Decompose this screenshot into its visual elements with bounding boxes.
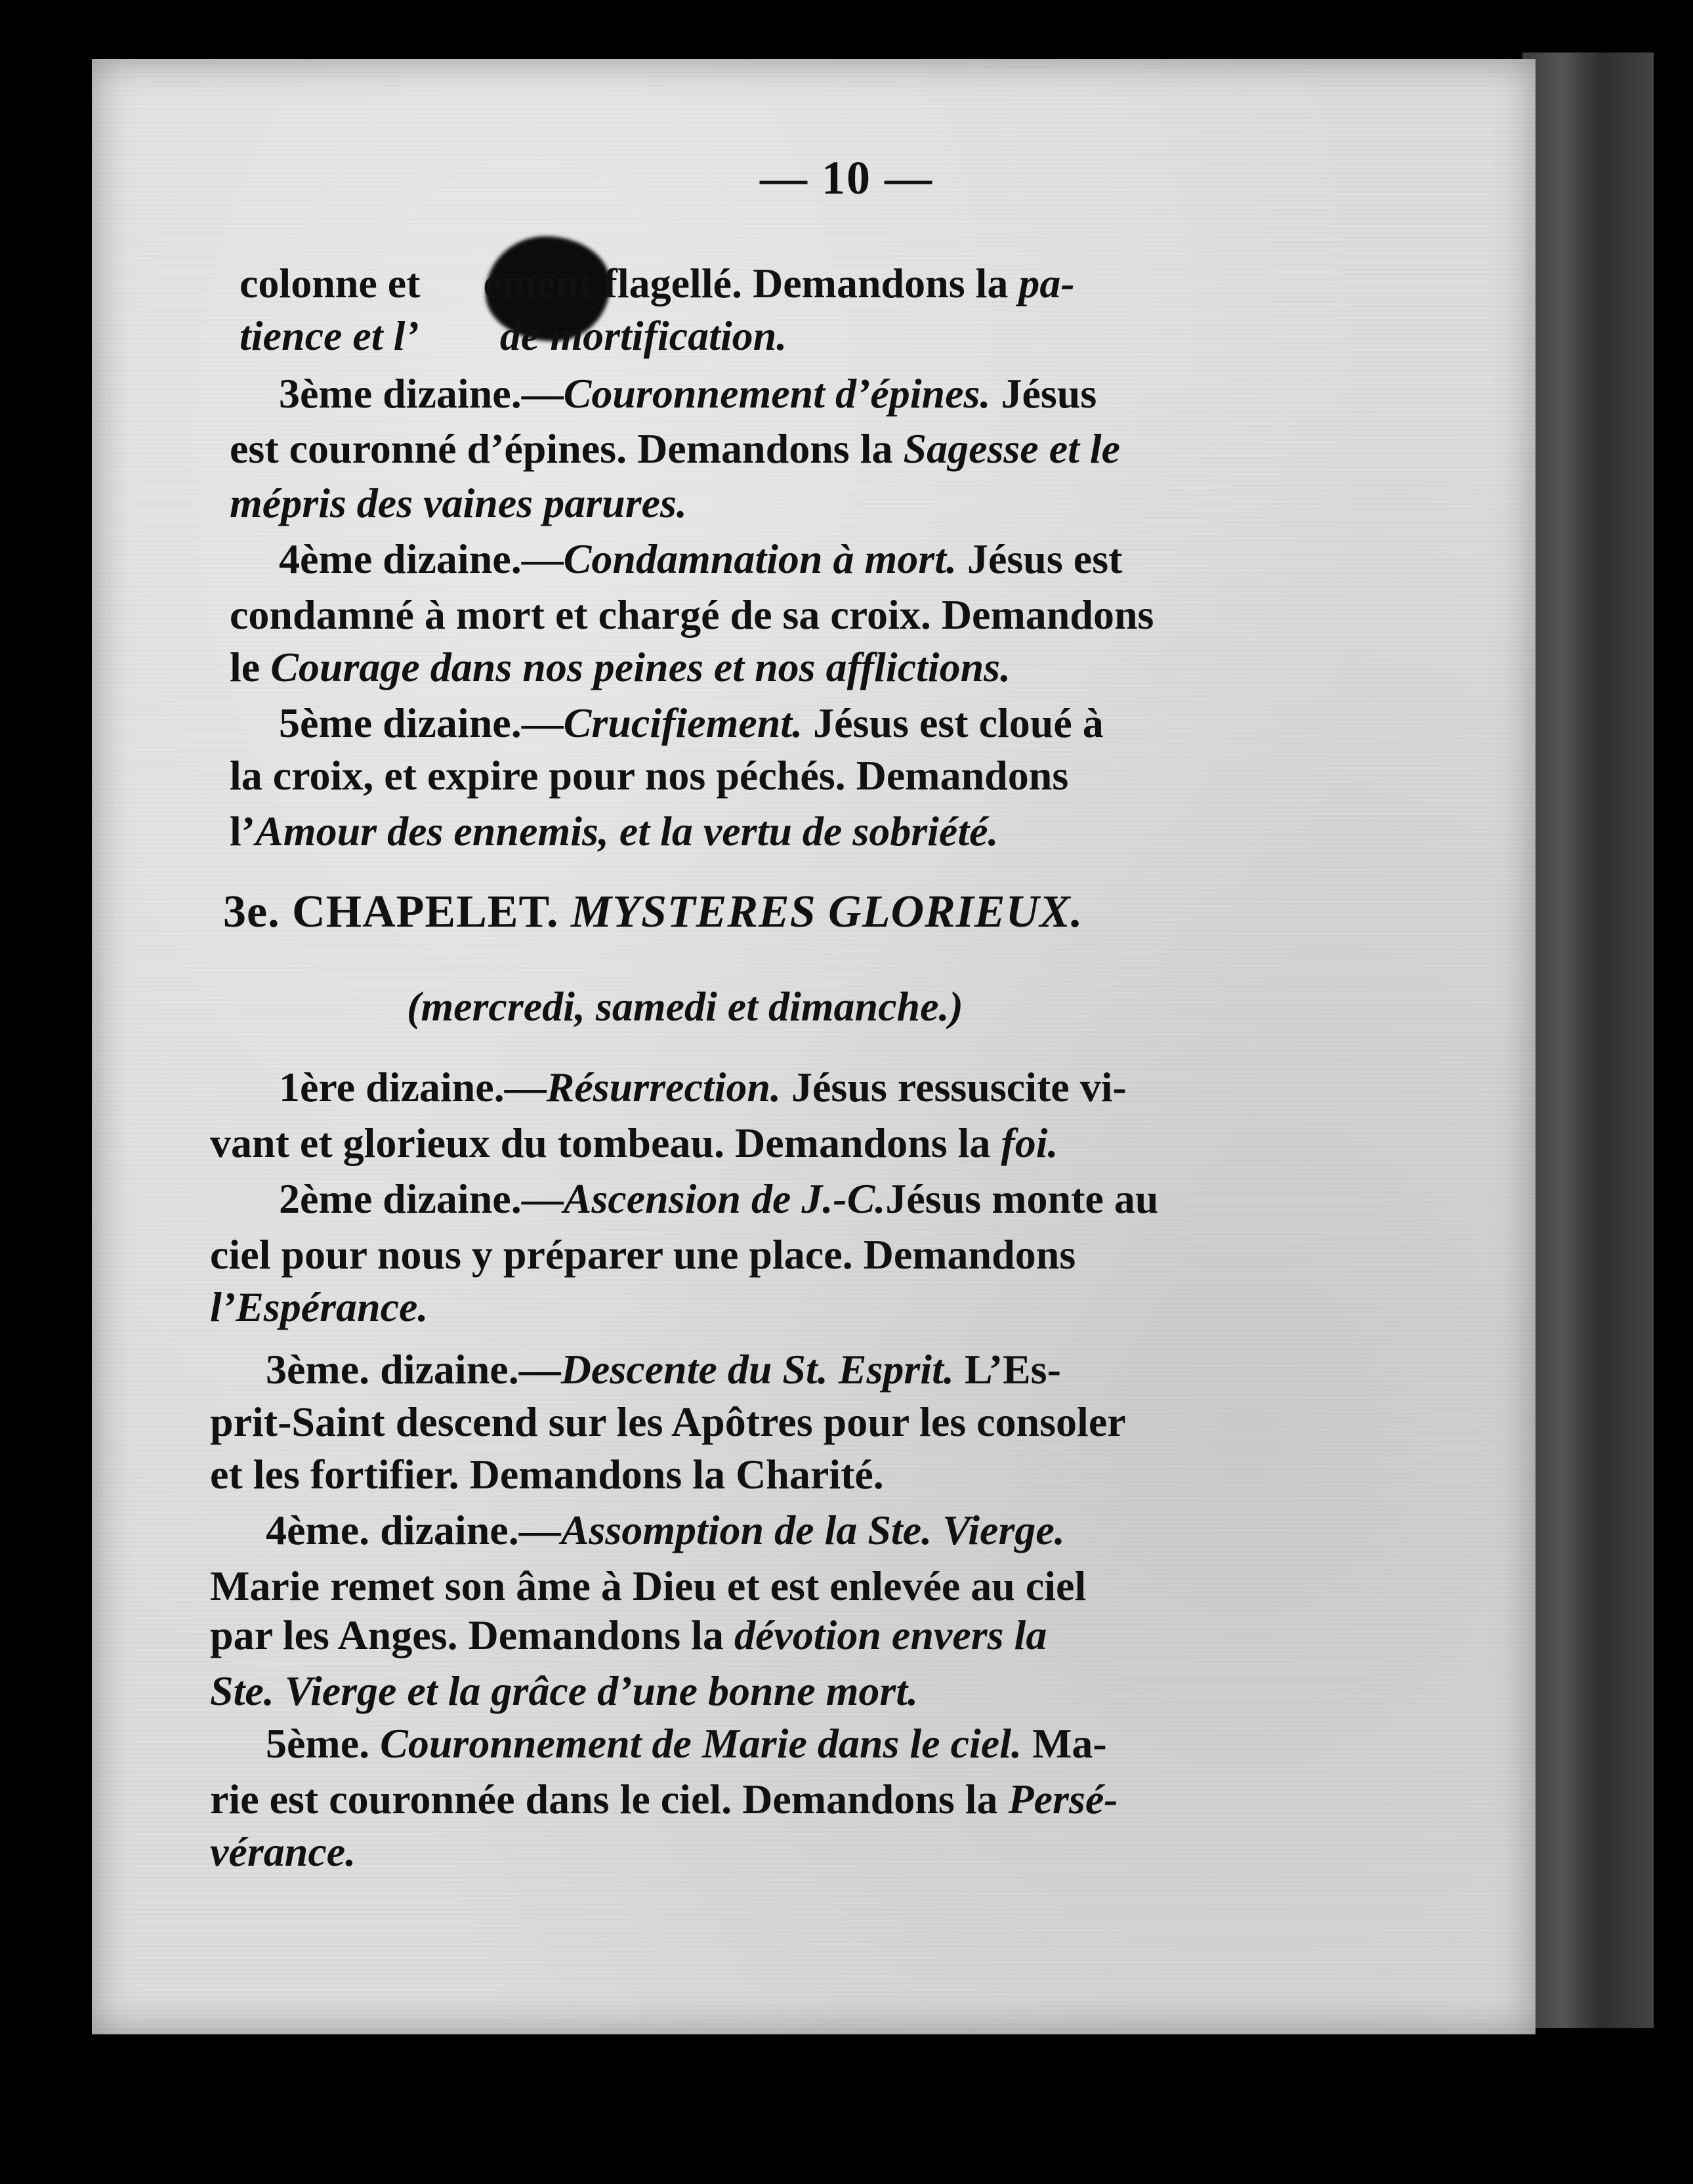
section-heading: [223, 889, 1083, 935]
section-heading-prefix: 3e. CHAPELET.: [223, 887, 571, 937]
italic-text-segment: Résurrection.: [546, 1064, 781, 1110]
text-line: [230, 425, 1121, 472]
text-segment: 4ème. dizaine.—: [266, 1507, 561, 1553]
text-line: [279, 370, 1097, 417]
text-line: [210, 1565, 1086, 1607]
text-segment: prit-Saint descend sur les Apôtres pour les consoler: [210, 1398, 1126, 1445]
italic-text-segment: Assomption de la Ste. Vierge.: [560, 1507, 1065, 1553]
italic-text-segment: Amour des ennemis, et la vertu de sobriété.: [255, 808, 999, 854]
italic-text-segment: dévotion envers la: [734, 1612, 1047, 1658]
text-segment: colonne et: [240, 260, 484, 306]
text-line: [210, 1122, 1058, 1164]
section-heading-title: MYSTERES GLORIEUX.: [570, 887, 1083, 937]
text-segment: Marie remet son âme à Dieu et est enlevée au ciel: [210, 1563, 1087, 1609]
text-segment: 5ème dizaine.—: [279, 700, 564, 746]
text-segment: 3ème. dizaine.—: [266, 1346, 561, 1393]
italic-text-segment: Ascension de J.-C.: [563, 1175, 886, 1222]
section-subtitle: (mercredi, samedi et dimanche.): [407, 983, 963, 1030]
text-line: [266, 1720, 1107, 1767]
text-segment: L’Es-: [953, 1346, 1061, 1393]
text-segment: ciel pour nous y préparer une place. Demandons: [210, 1231, 1076, 1278]
italic-text-segment: foi.: [1001, 1120, 1058, 1166]
italic-text-segment: pa-: [1018, 260, 1075, 306]
italic-text-segment: Courage dans nos peines et nos afflictions.: [270, 644, 1011, 690]
text-line: [230, 646, 1011, 688]
text-line: [279, 1066, 1127, 1108]
text-line: [279, 538, 1122, 580]
text-line: [230, 752, 1069, 799]
text-line: [240, 312, 787, 359]
text-segment: 3ème dizaine.—: [279, 370, 564, 417]
text-segment: vant et glorieux du tombeau. Demandons la: [210, 1120, 1001, 1166]
text-segment: rie est couronnée dans le ciel. Demandons la: [210, 1776, 1009, 1822]
italic-text-segment: Couronnement de Marie dans le ciel.: [380, 1720, 1022, 1767]
text-segment: Jésus: [990, 370, 1097, 417]
text-segment: et les fortifier. Demandons la Charité.: [210, 1451, 884, 1498]
text-line: [210, 1451, 884, 1498]
text-segment: 2ème dizaine.—: [279, 1175, 564, 1222]
text-segment: Jésus monte au: [885, 1175, 1159, 1222]
text-line: [210, 1614, 1047, 1656]
text-segment: l’: [230, 808, 256, 854]
text-segment: Jésus est: [956, 536, 1123, 582]
text-segment: par les Anges. Demandons la: [210, 1612, 734, 1658]
text-line: [279, 1175, 1159, 1222]
text-segment: Jésus est cloué à: [803, 700, 1104, 746]
page-number: — 10 —: [760, 152, 933, 204]
text-line: [266, 1346, 1061, 1393]
text-segment: 5ème.: [266, 1720, 381, 1767]
text-segment: le: [230, 644, 271, 690]
italic-text-segment: Couronnement d’épines.: [563, 370, 991, 417]
italic-text-segment: Persé-: [1008, 1776, 1118, 1822]
text-line: [210, 1778, 1118, 1820]
italic-text-segment: tience et l’: [240, 312, 416, 359]
text-line: [230, 591, 1154, 638]
text-segment: Ma-: [1021, 1720, 1107, 1767]
text-line: [230, 810, 999, 852]
text-line: [279, 702, 1104, 744]
text-line: [210, 1231, 1076, 1278]
italic-text-segment: mépris des vaines parures.: [230, 480, 687, 526]
text-segment: condamné à mort et chargé de sa croix. Demandons: [230, 591, 1154, 638]
italic-text-segment: vérance.: [210, 1828, 356, 1875]
text-segment: 4ème dizaine.—: [279, 536, 564, 582]
italic-text-segment: l’Espérance.: [210, 1284, 428, 1330]
italic-text-segment: de mortification.: [415, 312, 787, 359]
text-line: [210, 1828, 356, 1875]
text-segment: Jésus ressuscite vi-: [781, 1064, 1127, 1110]
text-line: [240, 262, 1075, 304]
text-line: [210, 1286, 428, 1328]
text-segment: 1ère dizaine.—: [279, 1064, 547, 1110]
text-line: [266, 1509, 1065, 1551]
italic-text-segment: Sagesse et le: [903, 425, 1121, 472]
text-segment: la croix, et expire pour nos péchés. Demandons: [230, 752, 1069, 799]
book-binding-edge: [1522, 52, 1654, 2028]
text-line: [210, 1398, 1126, 1445]
text-segment: est couronné d’épines. Demandons la: [230, 425, 904, 472]
italic-text-segment: Condamnation à mort.: [563, 536, 957, 582]
text-line: [210, 1670, 918, 1712]
text-segment: ement flagellé. Demandons la: [483, 260, 1019, 306]
text-line: [230, 482, 687, 524]
italic-text-segment: Ste. Vierge et la grâce d’une bonne mort.: [210, 1668, 919, 1714]
italic-text-segment: Crucifiement.: [563, 700, 803, 746]
italic-text-segment: Descente du St. Esprit.: [560, 1346, 954, 1393]
